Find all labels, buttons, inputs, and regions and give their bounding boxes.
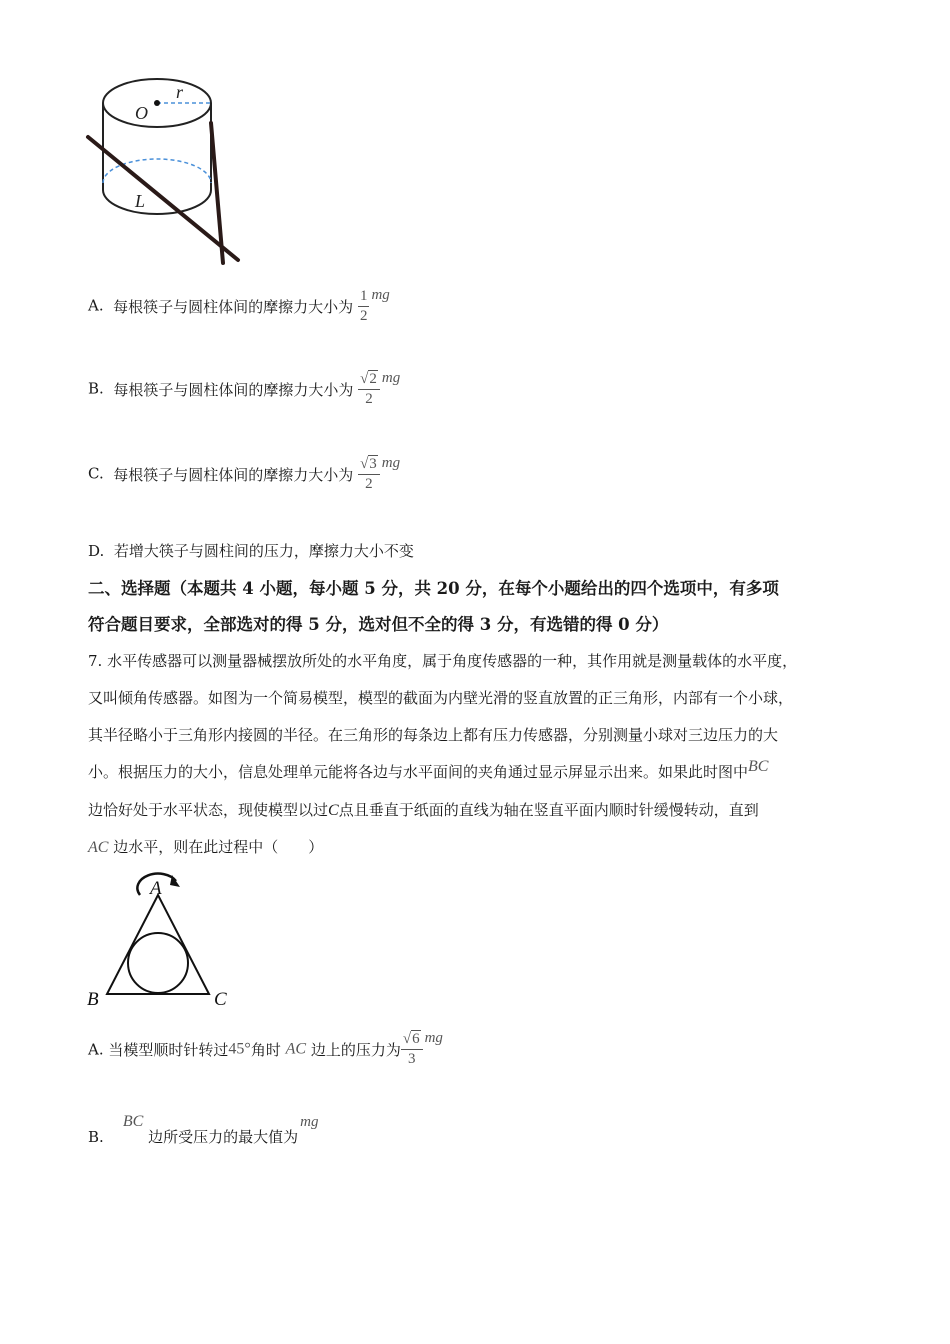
q7-option-b (88, 1110, 319, 1146)
q7-line-1: 7. 水平传感器可以测量器械摆放所处的水平角度，属于角度传感器的一种，其作用就是测量载体的水平度， (88, 652, 798, 670)
fraction (401, 1032, 423, 1067)
option-text: 每根筷子与圆柱体间的摩擦力大小为 (113, 298, 354, 316)
var-BC: BC (122, 1113, 144, 1130)
q7-line-2: 又叫倾角传感器。如图为一个简易模型，模型的截面为内壁光滑的竖直放置的正三角形，内部有一个小球， (88, 689, 794, 707)
fraction (358, 289, 370, 324)
angle-value: 45° (228, 1040, 251, 1058)
option-text-1: 当模型顺时针转过 (108, 1041, 229, 1059)
option-text-2: 角时 (250, 1041, 281, 1059)
section-heading-line1: 二、选择题（本题共 4 小题，每小题 5 分，共 20 分，在每个小题给出的四个选项中，有多项 (88, 579, 779, 598)
option-text-3: 边上的压力为 (310, 1041, 401, 1059)
var-AC: AC (285, 1040, 307, 1058)
label-A: A (150, 878, 162, 899)
q6-option-d (88, 540, 414, 561)
q7-line-5-text-b: 点且垂直于纸面的直线为轴在竖直平面内顺时针缓慢转动，直到 (338, 801, 759, 819)
fraction (358, 457, 380, 492)
unit-mg: mg (424, 1029, 443, 1046)
label-L: L (135, 191, 146, 211)
triangle (107, 895, 209, 994)
fraction-denominator: 2 (359, 308, 368, 324)
q6-option-c (88, 454, 401, 492)
fraction-denominator: 2 (365, 476, 373, 492)
ball (128, 933, 188, 993)
option-letter: A. (88, 1040, 104, 1059)
var-AC: AC (88, 839, 109, 856)
q7-option-a (88, 1029, 443, 1067)
figure-cylinder-chopsticks (80, 65, 260, 275)
fraction-denominator: 3 (407, 1051, 416, 1067)
label-B: B (87, 989, 99, 1010)
option-text: 若增大筷子与圆柱间的压力，摩擦力大小不变 (113, 542, 414, 560)
fraction-numerator: 1 (358, 289, 370, 307)
section-heading-line2: 符合题目要求，全部选对的得 5 分，选对但不全的得 3 分，有选错的得 0 分） (88, 615, 669, 634)
option-letter: B. (88, 379, 104, 398)
unit-mg: mg (381, 369, 401, 386)
unit-mg: mg (371, 286, 390, 303)
fraction-numerator: √6 (401, 1032, 423, 1050)
figure-triangle-ball (82, 865, 242, 1015)
option-letter: A. (88, 296, 104, 315)
q7-line-4 (88, 758, 769, 782)
fraction-numerator: √3 (358, 457, 380, 475)
q7-line-5-text-a: 边恰好处于水平状态，现使模型以过 (88, 801, 329, 819)
q7-line-5 (88, 799, 759, 820)
center-point (154, 100, 160, 106)
option-letter: D. (88, 542, 105, 560)
fraction-denominator: 2 (365, 391, 373, 407)
option-letter: B. (88, 1128, 104, 1146)
q7-line-6 (88, 836, 323, 857)
fraction (358, 372, 380, 407)
option-text: 每根筷子与圆柱体间的摩擦力大小为 (113, 466, 354, 484)
var-BC: BC (748, 758, 769, 775)
unit-mg: mg (300, 1114, 319, 1130)
q7-line-3: 其半径略小于三角形内接圆的半径。在三角形的每条边上都有压力传感器，分别测量小球对三边压力的大 (88, 726, 779, 744)
label-C: C (214, 989, 227, 1010)
label-r: r (176, 82, 184, 102)
option-letter: C. (88, 464, 104, 483)
unit-mg: mg (381, 454, 401, 471)
q6-option-b (88, 369, 401, 407)
q7-line-4-text: 小。根据压力的大小，信息处理单元能将各边与水平面间的夹角通过显示屏显示出来。如果此时图中 (88, 763, 749, 781)
q7-line-6-text: 边水平，则在此过程中（ ） (113, 838, 324, 856)
q6-option-a (88, 286, 390, 324)
option-text: 边所受压力的最大值为 (148, 1128, 299, 1146)
var-C: C (328, 802, 339, 819)
option-text: 每根筷子与圆柱体间的摩擦力大小为 (113, 381, 354, 399)
fraction-numerator: √2 (358, 372, 380, 390)
label-O: O (135, 103, 148, 123)
